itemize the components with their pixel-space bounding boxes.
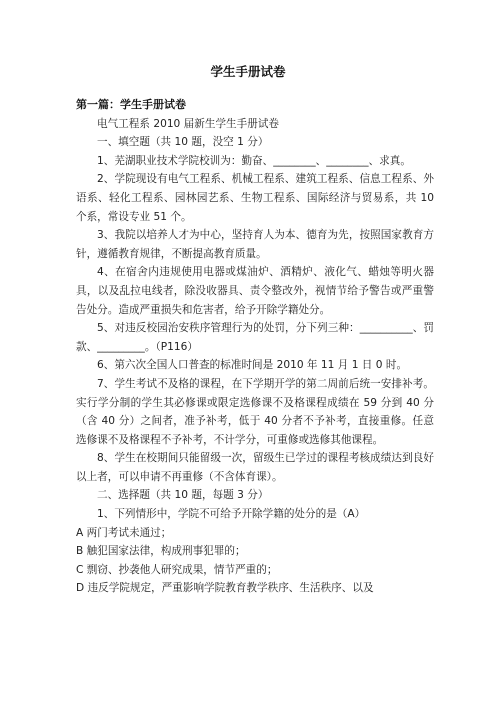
paragraph-q2: 2、学院现设有电气工程系、机械工程系、建筑工程系、信息工程系、外语系、轻化工程系、园林园艺系、生物工程系、国际经济与贸易系，共 10 个系，常设专业 51 个。 <box>76 173 434 223</box>
paragraph-q1: 1、芜湖职业技术学院校训为：勤奋、________、________、求真。 <box>97 154 411 167</box>
paragraph-q3: 3、我院以培养人才为中心，坚持育人为本、德育为先，按照国家教育方针，遵循教育规律，不断提高教育质量。 <box>76 229 434 260</box>
document-body <box>76 96 434 598</box>
option-d: D 违反学院规定，严重影响学院教育教学秩序、生活秩序、以及 <box>76 582 374 595</box>
paragraph-q4: 4、在宿舍内违规使用电器或煤油炉、酒精炉、液化气、蜡烛等明火器具，以及乱拉电线者，除没收器具、责令整改外，视情节给予警告或严重警告处分。造成严重损失和危害者，给予开除学籍处分。 <box>76 266 434 316</box>
paragraph-choice-q1: 1、下列情形中，学院不可给予开除学籍的处分的是（A） <box>97 508 366 521</box>
paragraph-q7: 7、学生考试不及格的课程，在下学期开学的第二周前后统一安排补考。实行学分制的学生其必修课或限定选修课不及格课程成绩在 59 分到 40 分（含 40 分）之间者，准予补考，低于 40 分者不予补考，直接重修。任意选修课不及格课程不予补考，不计学分，可重修或选修其他课程。 <box>76 377 434 446</box>
option-a: A 两门考试未通过； <box>76 526 172 539</box>
paragraph-q5: 5、对违反校园治安秩序管理行为的处罚，分下列三种：__________、罚款、_________。（P116） <box>76 322 434 353</box>
option-b: B 触犯国家法律，构成刑事犯罪的； <box>76 545 246 558</box>
document-title: 学生手册试卷 <box>210 64 286 79</box>
option-c: C 剽窃、抄袭他人研究成果，情节严重的； <box>76 563 278 576</box>
paragraph-choice-heading: 二、选择题（共 10 题，每题 3 分） <box>97 489 269 502</box>
paragraph-fill-blank-heading: 一、填空题（共 10 题，没空 1 分） <box>97 136 269 149</box>
section-heading: 第一篇：学生手册试卷 <box>76 98 186 111</box>
paragraph-q6: 6、第六次全国人口普查的标准时间是 2010 年 11 月 1 日 0 时。 <box>97 359 408 372</box>
paragraph-q8: 8、学生在校期间只能留级一次，留级生已学过的课程考核成绩达到良好以上者，可以申请不再重修（不含体育课）。 <box>76 452 434 483</box>
paragraph-exam-name: 电气工程系 2010 届新生学生手册试卷 <box>97 117 280 130</box>
